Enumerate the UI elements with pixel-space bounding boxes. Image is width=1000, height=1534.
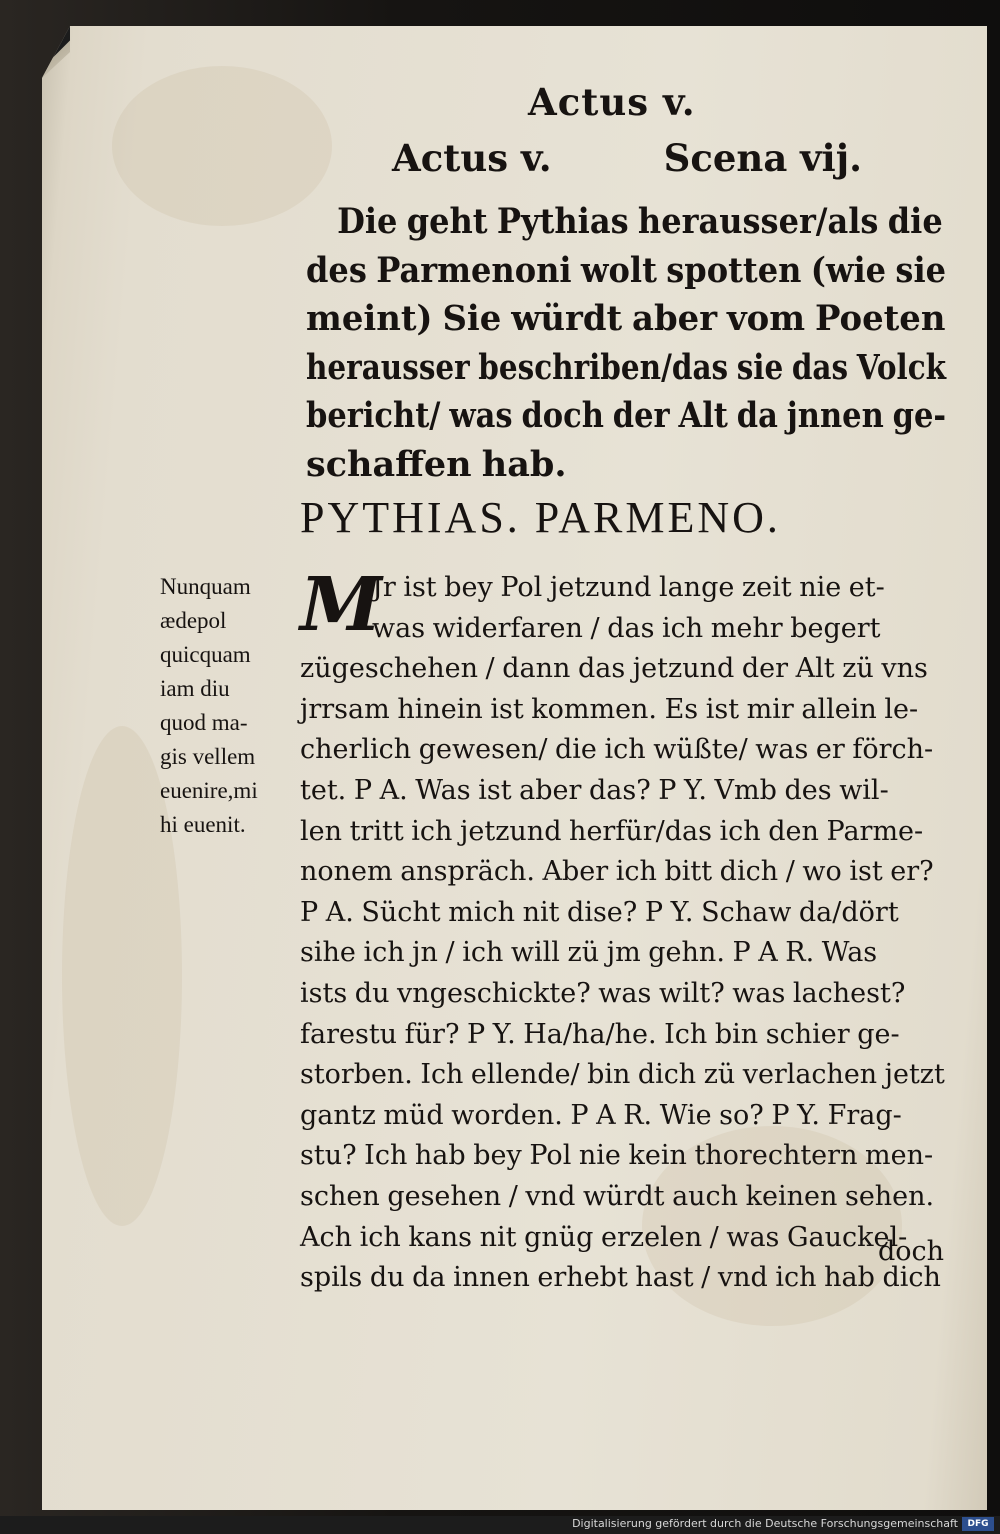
scene-heading-act: Actus v.: [392, 136, 552, 180]
body-line: nonem anspräch. Aber ich bitt dich / wo ist er?: [300, 856, 934, 888]
decorated-initial: M: [300, 562, 382, 648]
scene-heading-scene: Scena vij.: [663, 136, 862, 180]
argument-line: herausser beschriben/das sie das Volck: [306, 346, 947, 388]
marginal-note-line: Nunquam: [160, 574, 251, 599]
body-line: farestu für? P Y. Ha/ha/he. Ich bin schier ge-: [300, 1018, 900, 1050]
marginal-note-line: quicquam: [160, 642, 251, 667]
body-line: schen gesehen / vnd würdt auch keinen sehen.: [300, 1180, 935, 1212]
body-line: len tritt ich jetzund herfür/das ich den Parme-: [300, 815, 924, 847]
argument-line: Die geht Pythias herausser/als die: [337, 201, 943, 242]
marginal-note-line: gis vellem: [160, 744, 256, 769]
body-line: storben. Ich ellende/ bin dich zü verlachen jetzt: [300, 1059, 945, 1091]
catchword: doch: [878, 1236, 945, 1267]
argument-line: des Parmenoni wolt spotten (wie sie: [306, 249, 947, 291]
scene-argument: [306, 198, 946, 489]
body-line: P A. Sücht mich nit dise? P Y. Schaw da/dört: [300, 896, 899, 928]
body-line: jrrsam hinein ist kommen. Es ist mir allein le-: [300, 693, 919, 725]
funding-credit: Digitalisierung gefördert durch die Deutsche Forschungsgemeinschaft: [572, 1517, 958, 1530]
body-line: Jr ist bey Pol jetzund lange zeit nie et-: [372, 572, 885, 603]
marginal-note: [160, 570, 290, 842]
body-line: ists du vngeschickte? was wilt? was lachest?: [300, 977, 906, 1009]
body-line: sihe ich jn / ich will zü jm gehn. P A R. Was: [300, 937, 878, 969]
paper-stain: [112, 66, 332, 226]
dfg-logo-icon: DFG: [962, 1517, 994, 1531]
body-line: stu? Ich hab bey Pol nie kein thorechtern men-: [300, 1140, 934, 1172]
body-line: cherlich gewesen/ die ich wüßte/ was er förch-: [300, 734, 934, 766]
argument-line: schaffen hab.: [306, 443, 567, 485]
running-head: Actus v.: [528, 80, 696, 124]
marginal-note-line: ædepol: [160, 608, 227, 633]
body-line: was widerfaren / das ich mehr begert: [372, 612, 881, 644]
body-text: [300, 562, 945, 1299]
argument-line: bericht/ was doch der Alt da jnnen ge-: [306, 395, 947, 436]
body-line: zügeschehen / dann das jetzund der Alt zü vns: [300, 653, 928, 685]
body-line: tet. P A. Was ist aber das? P Y. Vmb des wil-: [300, 774, 889, 806]
marginal-note-line: euenire,mi: [160, 778, 258, 803]
argument-line: meint) Sie würdt aber vom Poeten: [306, 298, 946, 339]
marginal-note-line: iam diu: [160, 676, 230, 701]
dramatis-personae: PYTHIAS. PARMENO.: [300, 493, 781, 542]
marginal-note-line: hi euenit.: [160, 812, 246, 837]
body-line: spils du da innen erhebt hast / vnd ich hab dich: [300, 1262, 941, 1294]
scene-heading: [392, 136, 862, 180]
body-line: Ach ich kans nit gnüg erzelen / was Gauckel-: [300, 1221, 908, 1253]
marginal-note-line: quod ma-: [160, 710, 248, 735]
body-line: gantz müd worden. P A R. Wie so? P Y. Frag-: [300, 1099, 902, 1131]
